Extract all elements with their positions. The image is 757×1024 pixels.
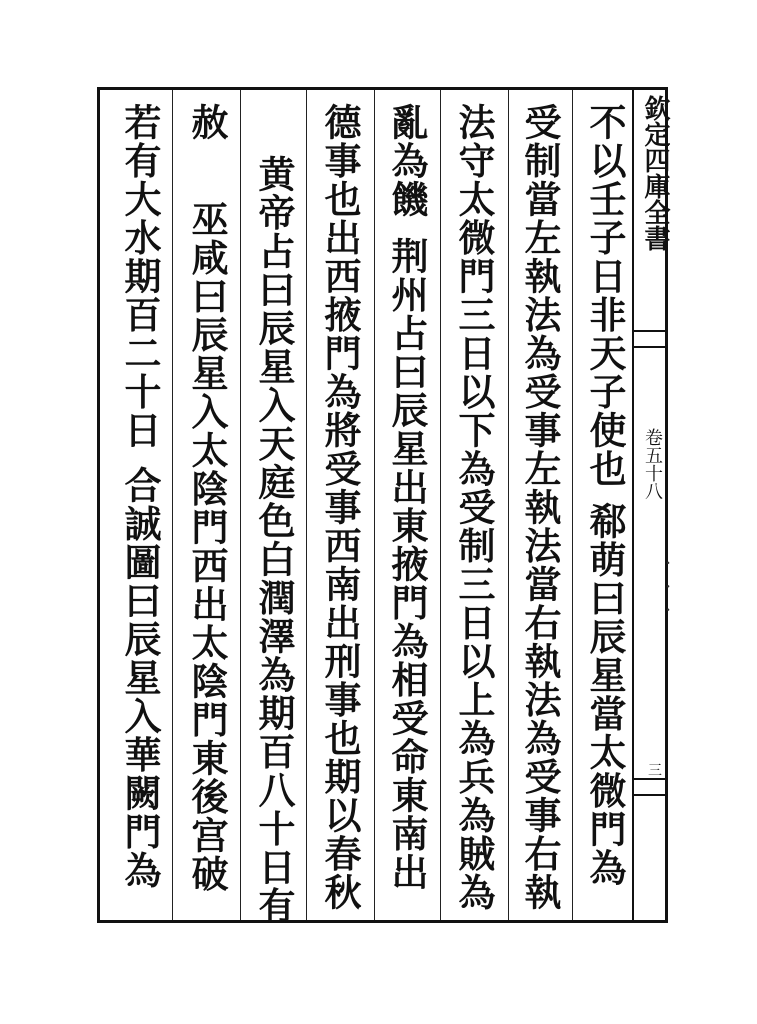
fishtail-mark — [632, 330, 668, 348]
column-rule — [374, 90, 375, 920]
column-main-text: 亂為饑 — [385, 103, 429, 219]
text-column-4 — [385, 103, 429, 891]
volume-number: 卷五十八 — [642, 428, 663, 500]
column-main-text: 德事也出西掖門為將受事西南出刑事也期以春秋 — [318, 103, 362, 912]
column-rule — [172, 90, 173, 920]
column-main-text: 不以壬子日非天子使也 — [583, 103, 627, 488]
column-main-text: 受制當左執法為受事左執法當右執法為受事右執 — [518, 103, 562, 912]
margin-dots: · · · — [657, 560, 678, 619]
column-note-text: 黄帝占曰辰星入天庭色白潤澤為期百八十日有 — [252, 155, 296, 925]
column-main-text: 若有大水期百二十日 — [118, 103, 162, 450]
column-note-text: 合誠圖曰辰星入華闕門為 — [118, 465, 162, 889]
column-note-text: 荆州占曰辰星出東掖門為相受命東南出 — [385, 236, 429, 891]
column-note-text: 郗萌曰辰星當太微門為 — [583, 502, 627, 887]
text-column-1 — [583, 103, 627, 887]
page-number: 三 — [648, 763, 662, 779]
text-column-8 — [118, 103, 162, 889]
fishtail-mark — [632, 778, 668, 796]
column-rule — [440, 90, 441, 920]
column-note-text: 巫咸曰辰星入太陰門西出太陰門東後宫破 — [185, 200, 229, 893]
text-column-2 — [518, 103, 562, 912]
text-column-6 — [252, 155, 296, 925]
column-rule — [572, 90, 573, 920]
column-rule — [508, 90, 509, 920]
book-title: 欽定四庫全書 — [640, 95, 670, 251]
column-main-text: 赦 — [185, 103, 229, 140]
column-rule — [306, 90, 307, 920]
text-column-3 — [452, 103, 496, 912]
column-main-text: 法守太微門三日以下為受制三日以上為兵為賊為 — [452, 103, 496, 912]
text-column-7 — [185, 103, 229, 893]
text-column-5 — [318, 103, 362, 912]
column-rule — [240, 90, 241, 920]
